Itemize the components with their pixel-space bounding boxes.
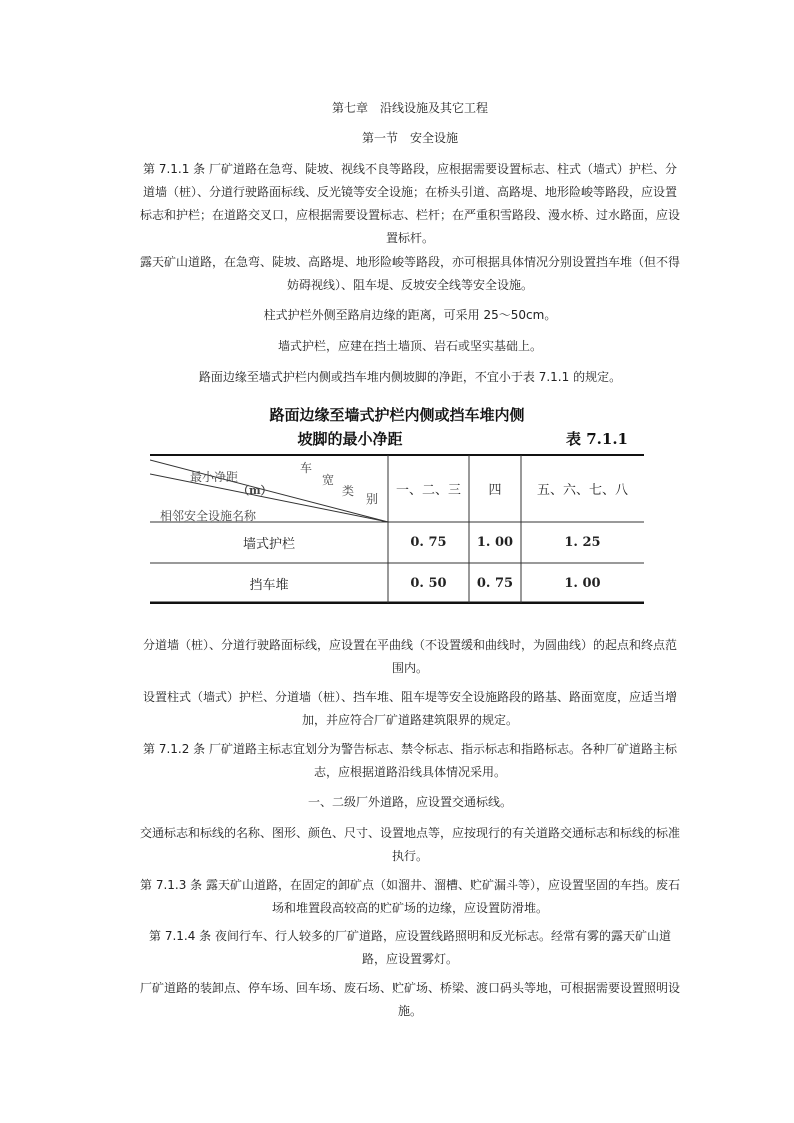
table-number: 表 7.1.1	[566, 430, 628, 448]
table-cell: 1. 00	[564, 575, 601, 591]
paragraph-sign-standards: 交通标志和标线的名称、图形、颜色、尺寸、设置地点等，应按现行的有关道路交通标志和标线的标准执行。	[140, 826, 681, 863]
paragraph-7-1-3: 第 7.1.3 条 露天矿山道路，在固定的卸矿点（如溜井、溜槽、贮矿漏斗等），应设置坚固的车挡。废石场和堆置段高较高的贮矿场的边缘，应设置防滑堆。	[140, 878, 680, 915]
table-title-line1: 路面边缘至墙式护栏内侧或挡车堆内侧	[269, 406, 525, 424]
header-diag-car: 车	[300, 461, 313, 475]
section-title: 第一节 安全设施	[361, 131, 458, 145]
table-title-line2	[150, 428, 644, 450]
paragraph-lighting: 厂矿道路的装卸点、停车场、回车场、废石场、贮矿场、桥梁、渡口码头等地，可根据需要设置照明设施。	[140, 981, 681, 1018]
table-title-text: 坡脚的最小净距	[297, 430, 403, 448]
header-diag-facility: 相邻安全设施名称	[160, 509, 257, 523]
clearance-table	[150, 454, 644, 604]
column-header-class-5-8: 五、六、七、八	[536, 483, 628, 498]
header-diag-width: 宽	[322, 473, 335, 487]
header-diag-min-clearance: 最小净距	[190, 470, 239, 484]
column-header-class-4: 四	[488, 483, 502, 498]
row-label-retaining-berm: 挡车堆	[249, 577, 289, 593]
table-cell: 1. 25	[564, 535, 601, 550]
paragraph-traffic-markings: 一、二级厂外道路，应设置交通标线。	[307, 795, 512, 809]
column-header-class-1-3: 一、二、三	[395, 483, 461, 498]
paragraph-width-increase: 设置柱式（墙式）护栏、分道墙（桩）、挡车堆、阻车堤等安全设施路段的路基、路面宽度，应适当增加，并应符合厂矿道路建筑限界的规定。	[142, 690, 677, 727]
header-diag-type: 别	[366, 492, 379, 506]
row-label-wall-guardrail: 墙式护栏	[242, 537, 295, 552]
table-cell: 1. 00	[476, 535, 514, 550]
header-diag-unit: （m）	[238, 484, 272, 497]
paragraph-wall-guardrail: 墙式护栏，应建在挡土墙顶、岩石或坚实基础上。	[277, 339, 542, 353]
table-cell: 0. 75	[410, 535, 447, 550]
table-cell: 0. 50	[410, 575, 447, 591]
header-diag-class: 类	[342, 484, 355, 498]
paragraph-7-1-1: 第 7.1.1 条 厂矿道路在急弯、陡坡、视线不良等路段，应根据需要设置标志、柱式（墙式）护栏、分道墙（桩）、分道行驶路面标线、反光镜等安全设施；在桥头引道、高路堤、地形险峻等路段，应设置标志和护栏；在道路交叉口，应根据需要设置标志、栏杆；在严重积雪路段、漫水桥、过水路面，应设置标杆。	[140, 162, 681, 245]
paragraph-7-1-4: 第 7.1.4 条 夜间行车、行人较多的厂矿道路，应设置线路照明和反光标志。经常有雾的露天矿山道路，应设置雾灯。	[149, 929, 671, 966]
paragraph-divider-wall: 分道墙（桩）、分道行驶路面标线，应设置在平曲线（不设置缓和曲线时，为圆曲线）的起点和终点范围内。	[142, 638, 677, 675]
paragraph-open-pit: 露天矿山道路，在急弯、陡坡、高路堤、地形险峻等路段，亦可根据具体情况分别设置挡车堆（但不得妨碍视线）、阻车堤、反坡安全线等安全设施。	[140, 255, 681, 292]
paragraph-clearance: 路面边缘至墙式护栏内侧或挡车堆内侧坡脚的净距，不宜小于表 7.1.1 的规定。	[198, 370, 622, 384]
chapter-title: 第七章 沿线设施及其它工程	[331, 101, 488, 115]
table-cell: 0. 75	[476, 575, 514, 591]
paragraph-post-guardrail: 柱式护栏外侧至路肩边缘的距离，可采用 25～50cm。	[263, 308, 557, 322]
paragraph-7-1-2: 第 7.1.2 条 厂矿道路主标志宜划分为警告标志、禁令标志、指示标志和指路标志。各种厂矿道路主标志，应根据道路沿线具体情况采用。	[143, 742, 677, 779]
